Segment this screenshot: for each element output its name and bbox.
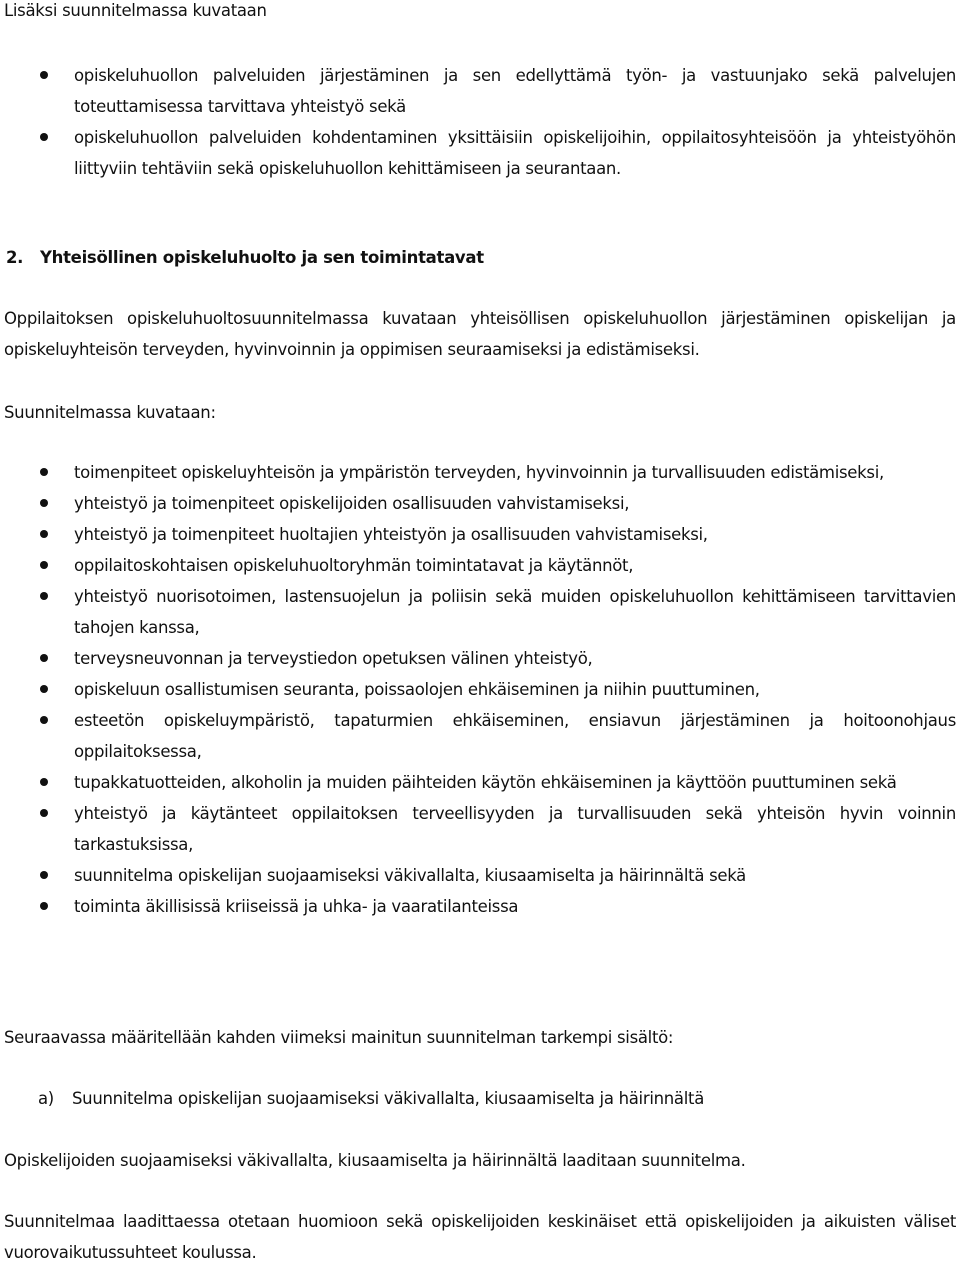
paragraph: Seuraavassa määritellään kahden viimeksi mainitun suunnitelman tarkempi sisältö:	[4, 1028, 674, 1047]
subheading	[4, 1083, 956, 1114]
list-item: esteetön opiskeluympäristö, tapaturmien ehkäiseminen, ensiavun järjestäminen ja hoitoonohjaus oppilaitoksessa,	[4, 705, 956, 767]
intro-list	[4, 60, 956, 184]
paragraph: Suunnitelmaa laadittaessa otetaan huomioon sekä opiskelijoiden keskinäiset että opiskelijoiden ja aikuisten väliset vuorovaikutussuhteet koulussa.	[4, 1212, 956, 1262]
list-item: tupakkatuotteiden, alkoholin ja muiden päihteiden käytön ehkäiseminen ja käyttöön puuttuminen sekä	[4, 767, 956, 798]
list-item: oppilaitoskohtaisen opiskeluhuoltoryhmän toimintatavat ja käytännöt,	[4, 550, 956, 581]
section-heading	[4, 242, 956, 273]
list-item: opiskeluhuollon palveluiden järjestäminen ja sen edellyttämä työn- ja vastuunjako sekä palvelujen toteuttamisessa tarvittava yhteistyö sekä	[4, 60, 956, 122]
list-intro: Suunnitelmassa kuvataan:	[4, 403, 216, 422]
list-item: suunnitelma opiskelijan suojaamiseksi väkivallalta, kiusaamiselta ja häirinnältä sekä	[4, 860, 956, 891]
paragraph: Opiskelijoiden suojaamiseksi väkivallalta, kiusaamiselta ja häirinnältä laaditaan suunnitelma.	[4, 1151, 746, 1170]
list-item: yhteistyö ja toimenpiteet huoltajien yhteistyön ja osallisuuden vahvistamiseksi,	[4, 519, 956, 550]
list-item: opiskeluhuollon palveluiden kohdentaminen yksittäisiin opiskelijoihin, oppilaitosyhteisöön ja yhteistyöhön liittyviin tehtäviin sekä opiskeluhuollon kehittämiseen ja seurantaan.	[4, 122, 956, 184]
list-item: terveysneuvonnan ja terveystiedon opetuksen välinen yhteistyö,	[4, 643, 956, 674]
subheading-title: Suunnitelma opiskelijan suojaamiseksi väkivallalta, kiusaamiselta ja häirinnältä	[72, 1089, 705, 1108]
section-number: 2.	[6, 248, 24, 267]
bullet-list	[4, 457, 956, 922]
intro-heading: Lisäksi suunnitelmassa kuvataan	[4, 1, 267, 20]
list-item: toimenpiteet opiskeluyhteisön ja ympäristön terveyden, hyvinvoinnin ja turvallisuuden edistämiseksi,	[4, 457, 956, 488]
section-title: Yhteisöllinen opiskeluhuolto ja sen toimintatavat	[40, 248, 484, 267]
list-item: yhteistyö nuorisotoimen, lastensuojelun ja poliisin sekä muiden opiskeluhuollon kehittämiseen tarvittavien tahojen kanssa,	[4, 581, 956, 643]
list-item: yhteistyö ja toimenpiteet opiskelijoiden osallisuuden vahvistamiseksi,	[4, 488, 956, 519]
list-item: toiminta äkillisissä kriiseissä ja uhka- ja vaaratilanteissa	[4, 891, 956, 922]
list-item: yhteistyö ja käytänteet oppilaitoksen terveellisyyden ja turvallisuuden sekä yhteisön hyvin voinnin tarkastuksissa,	[4, 798, 956, 860]
subheading-label: a)	[38, 1089, 54, 1108]
paragraph: Oppilaitoksen opiskeluhuoltosuunnitelmassa kuvataan yhteisöllisen opiskeluhuollon järjestäminen opiskelijan ja opiskeluyhteisön terveyden, hyvinvoinnin ja oppimisen seuraamiseksi ja edistämiseksi.	[4, 309, 956, 359]
list-item: opiskeluun osallistumisen seuranta, poissaolojen ehkäiseminen ja niihin puuttuminen,	[4, 674, 956, 705]
